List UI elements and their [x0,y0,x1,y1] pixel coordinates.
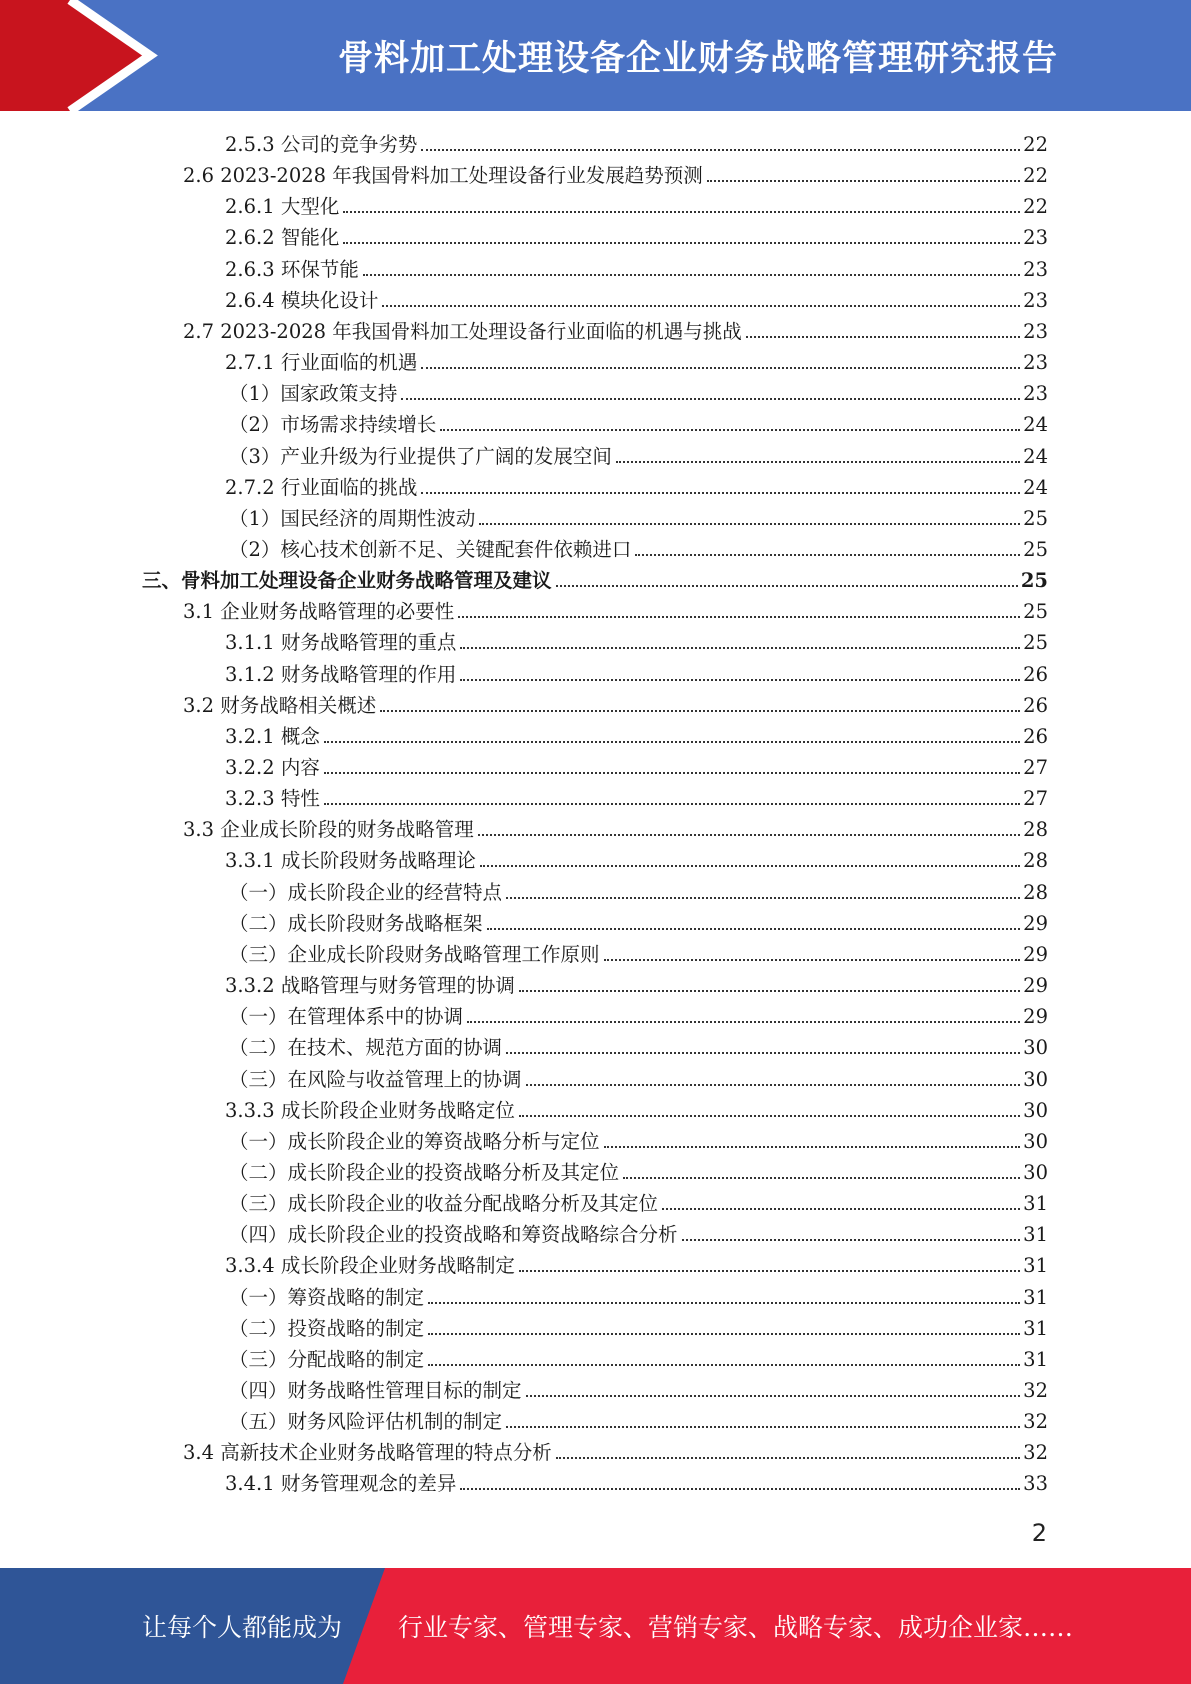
toc-leader-dots [616,460,1020,463]
toc-leader-dots [556,1456,1020,1459]
toc-entry-page: 25 [1023,631,1048,655]
toc-leader-dots [382,304,1020,307]
toc-leader-dots [421,366,1020,369]
toc-entry[interactable] [225,1248,1048,1278]
toc-entry[interactable] [229,1062,1048,1092]
toc-leader-dots [428,1301,1020,1304]
toc-entry-title: 2.7 2023-2028 年我国骨料加工处理设备行业面临的机遇与挑战 [183,319,742,343]
toc-entry-page: 25 [1023,537,1048,561]
toc-entry-title: 3.3.1 成长阶段财务战略理论 [225,849,476,873]
toc-entry-title: 2.6.1 大型化 [225,195,340,219]
toc-entry-page: 24 [1023,413,1048,437]
toc-entry-title: （三）企业成长阶段财务战略管理工作原则 [229,942,600,966]
toc-entry[interactable] [229,1373,1048,1403]
toc-entry[interactable] [225,657,1048,687]
toc-entry-page: 30 [1023,1067,1048,1091]
toc-leader-dots [556,584,1018,587]
toc-entry[interactable] [183,688,1048,718]
toc-entry[interactable] [229,1217,1048,1247]
toc-entry-page: 26 [1023,662,1048,686]
toc-entry[interactable] [225,127,1048,157]
toc-entry-title: （二）成长阶段企业的投资战略分析及其定位 [229,1160,620,1184]
toc-entry-page: 22 [1023,164,1048,188]
toc-entry-title: 3.1 企业财务战略管理的必要性 [183,600,455,624]
toc-entry-title: （1）国家政策支持 [229,382,398,406]
toc-entry-page: 33 [1023,1472,1048,1496]
toc-entry-page: 23 [1023,257,1048,281]
toc-entry-title: （二）成长阶段财务战略框架 [229,911,483,935]
toc-entry-page: 28 [1023,849,1048,873]
toc-entry[interactable] [229,1186,1048,1216]
toc-entry[interactable] [229,1404,1048,1434]
toc-entry-page: 32 [1023,1441,1048,1465]
toc-entry-page: 24 [1023,475,1048,499]
toc-entry-page: 23 [1023,288,1048,312]
toc-leader-dots [519,989,1020,992]
toc-entry-title: （五）财务风险评估机制的制定 [229,1410,503,1434]
toc-leader-dots [478,833,1020,836]
toc-entry[interactable] [229,407,1048,437]
report-title: 骨料加工处理设备企业财务战略管理研究报告 [337,38,1058,79]
toc-entry[interactable] [229,906,1048,936]
toc-entry-page: 26 [1023,724,1048,748]
toc-leader-dots [428,1332,1020,1335]
toc-leader-dots [662,1207,1020,1210]
toc-entry[interactable] [225,189,1048,219]
toc-entry-page: 31 [1023,1223,1048,1247]
toc-entry-title: 3.3.3 成长阶段企业财务战略定位 [225,1098,515,1122]
toc-entry-page: 32 [1023,1410,1048,1434]
toc-entry[interactable] [229,1155,1048,1185]
toc-entry[interactable] [229,937,1048,967]
page-header [0,0,1191,111]
toc-entry-title: 2.7.1 行业面临的机遇 [225,351,418,375]
toc-entry-title: （四）成长阶段企业的投资战略和筹资战略综合分析 [229,1223,678,1247]
toc-entry-title: （3）产业升级为行业提供了广阔的发展空间 [229,444,612,468]
toc-leader-dots [324,771,1020,774]
toc-leader-dots [380,709,1020,712]
toc-entry[interactable] [225,968,1048,998]
page-number: 2 [1031,1519,1047,1547]
toc-entry-title: 3.3 企业成长阶段的财务战略管理 [183,818,474,842]
toc-leader-dots [460,1487,1020,1490]
toc-leader-dots [506,1051,1020,1054]
footer-slogan-right: 行业专家、管理专家、营销专家、战略专家、成功企业家…… [398,1613,1074,1642]
toc-entry-page: 30 [1023,1098,1048,1122]
toc-entry[interactable] [229,439,1048,469]
toc-entry-page: 26 [1023,693,1048,717]
toc-entry-page: 22 [1023,133,1048,156]
toc-leader-dots [460,646,1020,649]
toc-entry-page: 27 [1023,787,1048,811]
toc-leader-dots [324,740,1020,743]
toc-leader-dots [343,210,1020,213]
toc-leader-dots [506,1425,1020,1428]
toc-entry-title: 3.1.2 财务战略管理的作用 [225,662,457,686]
toc-entry[interactable] [225,781,1048,811]
toc-leader-dots [519,1114,1020,1117]
toc-entry-page: 29 [1023,974,1048,998]
toc-entry-title: （三）在风险与收益管理上的协调 [229,1067,522,1091]
toc-leader-dots [707,179,1020,182]
toc-entry-title: 3.2.3 特性 [225,787,320,811]
toc-entry-page: 29 [1023,911,1048,935]
toc-entry-title: （1）国民经济的周期性波动 [229,506,476,530]
page-footer [0,1568,1191,1684]
toc-leader-dots [746,335,1020,338]
toc-entry-title: （一）筹资战略的制定 [229,1285,425,1309]
toc-entry[interactable] [225,252,1048,282]
toc-leader-dots [363,273,1020,276]
toc-entry-title: 3.4.1 财务管理观念的差异 [225,1472,457,1496]
toc-entry-title: 3.2.1 概念 [225,724,320,748]
toc-leader-dots [635,553,1020,556]
toc-leader-dots [487,927,1021,930]
toc-entry-title: 三、骨料加工处理设备企业财务战略管理及建议 [142,569,552,593]
toc-entry[interactable] [229,1342,1048,1372]
toc-entry[interactable] [142,563,1048,593]
toc-leader-dots [526,1083,1021,1086]
toc-leader-dots [421,491,1020,494]
toc-entry[interactable] [229,875,1048,905]
toc-entry[interactable] [225,345,1048,375]
toc-leader-dots [460,678,1020,681]
toc-entry-page: 27 [1023,756,1048,779]
toc-entry[interactable] [225,719,1048,749]
toc-entry-page: 24 [1023,444,1048,468]
toc-entry[interactable] [229,1030,1048,1060]
toc-entry[interactable] [229,376,1048,406]
footer-slogan-left: 让每个人都能成为 [142,1613,343,1642]
toc-leader-dots [506,896,1020,899]
toc-entry[interactable] [225,283,1048,313]
toc-entry-page: 31 [1023,1192,1048,1216]
toc-leader-dots [604,958,1021,961]
toc-leader-dots [458,615,1020,618]
toc-entry[interactable] [229,1311,1048,1341]
toc-entry[interactable] [229,501,1048,531]
toc-entry-page: 29 [1023,1005,1048,1029]
toc-entry[interactable] [229,532,1048,562]
toc-entry[interactable] [225,1466,1048,1496]
toc-entry[interactable] [183,158,1048,188]
toc-entry-page: 22 [1023,195,1048,219]
toc-entry-page: 25 [1023,506,1048,530]
toc-leader-dots [428,1363,1020,1366]
toc-entry-title: （三）分配战略的制定 [229,1347,425,1371]
toc-entry-page: 25 [1023,600,1048,624]
toc-entry-page: 23 [1023,382,1048,406]
toc-entry-title: 2.6 2023-2028 年我国骨料加工处理设备行业发展趋势预测 [183,164,703,188]
toc-entry-page: 23 [1023,351,1048,375]
toc-leader-dots [324,802,1020,805]
toc-entry-title: 3.2 财务战略相关概述 [183,693,377,717]
toc-entry[interactable] [229,999,1048,1029]
toc-entry[interactable] [183,812,1048,842]
toc-entry[interactable] [183,1435,1048,1465]
toc-leader-dots [421,148,1020,151]
toc-leader-dots [479,522,1020,525]
toc-entry-page: 31 [1023,1254,1048,1278]
toc-entry-page: 31 [1023,1285,1048,1309]
toc-entry-title: 2.6.4 模块化设计 [225,288,379,312]
toc-entry-title: （三）成长阶段企业的收益分配战略分析及其定位 [229,1192,659,1216]
toc-entry-title: 3.2.2 内容 [225,756,320,779]
toc-entry-title: （一）成长阶段企业的经营特点 [229,880,503,904]
toc-entry[interactable] [225,1093,1048,1123]
toc-entry[interactable] [229,1280,1048,1310]
toc-entry[interactable] [225,750,1048,780]
toc-entry-title: （二）在技术、规范方面的协调 [229,1036,503,1060]
toc-entry[interactable] [225,470,1048,500]
toc-entry-title: 2.6.3 环保节能 [225,257,359,281]
toc-entry[interactable] [183,594,1048,624]
toc-leader-dots [343,241,1020,244]
toc-leader-dots [401,397,1020,400]
toc-entry-title: （一）在管理体系中的协调 [229,1005,464,1029]
toc-entry-title: 3.4 高新技术企业财务战略管理的特点分析 [183,1441,552,1465]
toc-entry-page: 30 [1023,1129,1048,1153]
toc-entry-page: 23 [1023,319,1048,343]
toc-entry-page: 25 [1020,569,1048,593]
toc-entry-page: 32 [1023,1379,1048,1402]
toc-entry-page: 28 [1023,880,1048,904]
toc-entry[interactable] [225,220,1048,250]
toc-entry-page: 30 [1023,1036,1048,1060]
toc-entry-title: 3.3.2 战略管理与财务管理的协调 [225,974,515,998]
toc-entry-page: 28 [1023,818,1048,842]
toc-leader-dots [519,1269,1020,1272]
toc-entry-title: （2）核心技术创新不足、关键配套件依赖进口 [229,537,632,561]
toc-entry[interactable] [229,1124,1048,1154]
toc-leader-dots [604,1145,1021,1148]
toc-entry-title: （四）财务战略性管理目标的制定 [229,1379,522,1402]
toc-entry[interactable] [183,314,1048,344]
toc-leader-dots [467,1020,1020,1023]
toc-entry-page: 31 [1023,1316,1048,1340]
toc-entry-title: 3.3.4 成长阶段企业财务战略制定 [225,1254,515,1278]
toc-leader-dots [623,1176,1020,1179]
toc-leader-dots [682,1238,1021,1241]
toc-entry-title: 2.7.2 行业面临的挑战 [225,475,418,499]
toc-entry-page: 31 [1023,1347,1048,1371]
toc-entry-page: 29 [1023,942,1048,966]
toc-entry[interactable] [225,625,1048,655]
toc-leader-dots [526,1394,1021,1397]
toc-entry-title: 3.1.1 财务战略管理的重点 [225,631,457,655]
toc-leader-dots [480,864,1020,867]
toc-leader-dots [440,428,1020,431]
toc-entry-title: （二）投资战略的制定 [229,1316,425,1340]
toc-entry-title: （2）市场需求持续增长 [229,413,437,437]
toc-entry-title: 2.6.2 智能化 [225,226,340,250]
toc-entry-title: 2.5.3 公司的竞争劣势 [225,133,418,156]
toc-entry[interactable] [225,843,1048,873]
toc-entry-page: 30 [1023,1160,1048,1184]
toc-entry-title: （一）成长阶段企业的筹资战略分析与定位 [229,1129,600,1153]
toc-entry-page: 23 [1023,226,1048,250]
